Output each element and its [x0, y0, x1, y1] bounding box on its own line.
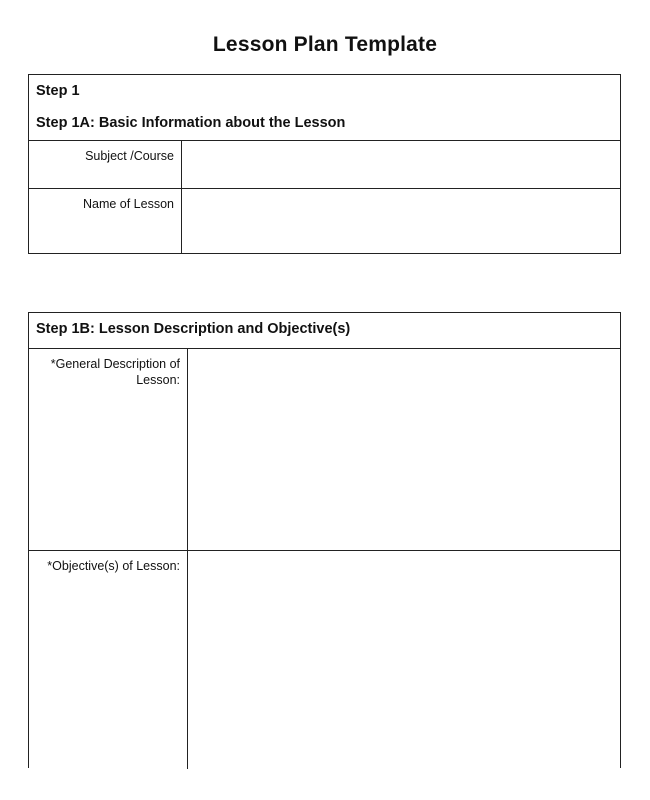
- lesson-name-label: Name of Lesson: [29, 189, 182, 254]
- subject-course-label: Subject /Course: [29, 141, 182, 188]
- document-title: Lesson Plan Template: [212, 33, 438, 56]
- description-objectives-section: [28, 312, 621, 768]
- general-description-label: *General Description of Lesson:: [29, 349, 188, 550]
- step-1-heading: Step 1: [36, 83, 80, 99]
- general-description-field[interactable]: [188, 349, 620, 550]
- step-1a-heading: Step 1A: Basic Information about the Lesson: [36, 115, 346, 131]
- objectives-label: *Objective(s) of Lesson:: [29, 551, 188, 769]
- objectives-field[interactable]: [188, 551, 620, 769]
- general-description-row: [29, 349, 620, 551]
- lesson-name-field[interactable]: [182, 189, 620, 254]
- basic-info-header: [29, 75, 620, 141]
- subject-course-field[interactable]: [182, 141, 620, 188]
- step-1b-heading: Step 1B: Lesson Description and Objective(s): [36, 321, 351, 337]
- subject-course-row: [29, 141, 620, 189]
- basic-info-section: [28, 74, 621, 254]
- objectives-row: [29, 551, 620, 769]
- lesson-name-row: [29, 189, 620, 254]
- description-objectives-header: [29, 313, 620, 349]
